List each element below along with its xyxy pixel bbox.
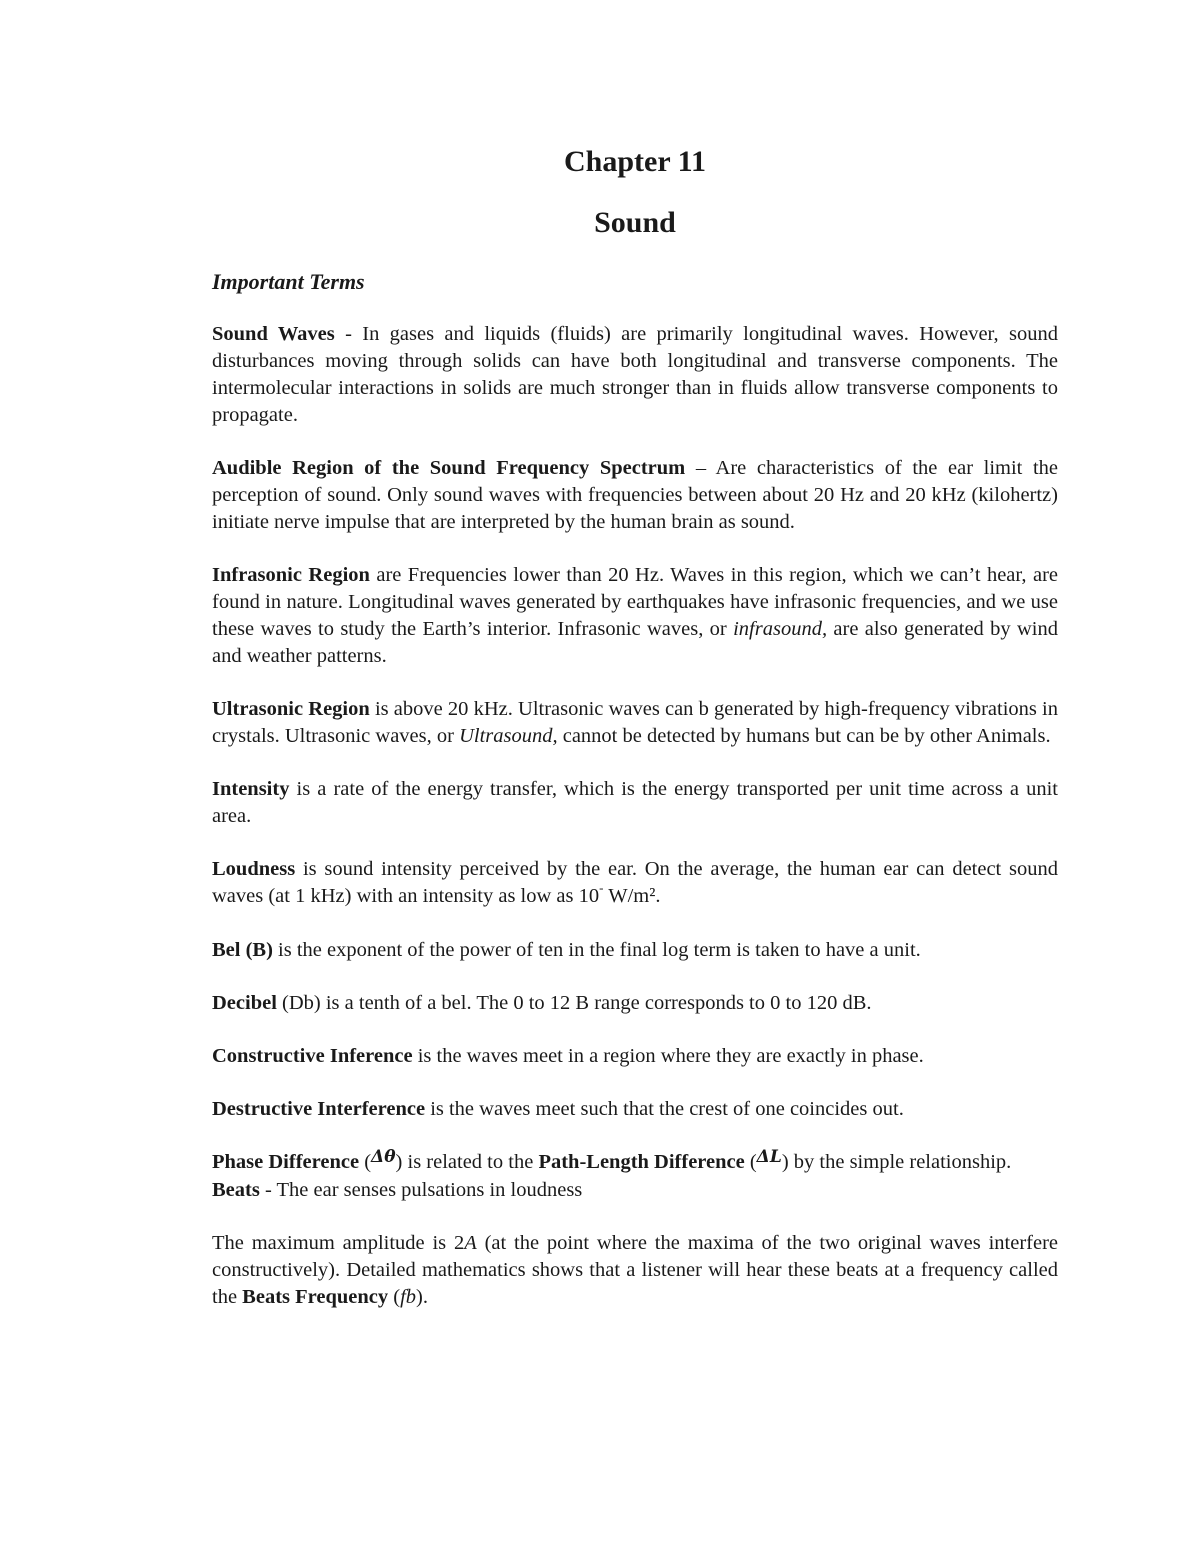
definition-sound-waves: - In gases and liquids (fluids) are primarily longitudinal waves. However, sound disturbances moving through solids can have both longitudinal and transverse components. The intermolecular interactions in solids are much stronger than in fluids allow transverse components to propagate. [212, 323, 1058, 426]
amplitude-text-a: The maximum amplitude is 2 [212, 1232, 465, 1254]
term-sound-waves: Sound Waves [212, 323, 335, 345]
definition-infrasonic-b: are also generated by wind and weather patterns. [212, 618, 1058, 667]
paragraph-destructive [212, 1096, 1058, 1123]
paragraph-constructive [212, 1043, 1058, 1070]
term-loudness: Loudness [212, 858, 296, 880]
term-beats-frequency: Beats Frequency [242, 1286, 389, 1308]
definition-destructive: is the waves meet such that the crest of one coincides out. [425, 1098, 904, 1120]
definition-phase-b: ) by the simple relationship. [781, 1151, 1012, 1173]
term-path-length-difference: Path-Length Difference [538, 1151, 745, 1173]
definition-beats: - The ear senses pulsations in loudness [259, 1179, 583, 1201]
chapter-subtitle: Sound [594, 206, 676, 239]
italic-fb: fb [400, 1286, 417, 1308]
definition-decibel: (Db) is a tenth of a bel. The 0 to 12 B range corresponds to 0 to 120 dB. [276, 992, 872, 1014]
paragraph-audible-region [212, 455, 1058, 536]
term-destructive: Destructive Interference [212, 1098, 426, 1120]
paragraph-intensity [212, 776, 1058, 830]
term-bel: Bel (B) [212, 939, 273, 961]
paragraph-loudness [212, 856, 1058, 911]
symbol-delta-l: ΔL [756, 1147, 782, 1167]
definition-loudness-b: W/m². [603, 885, 661, 907]
paragraph-phase-difference [212, 1149, 1058, 1177]
italic-infrasound: infrasound, [733, 618, 828, 640]
definition-bel: is the exponent of the power of ten in the final log term is taken to have a unit. [272, 939, 921, 961]
italic-amplitude-a: A [464, 1232, 477, 1254]
term-ultrasonic-region: Ultrasonic Region [212, 698, 370, 720]
paragraph-decibel [212, 990, 1058, 1017]
definition-infrasonic-a: are Frequencies lower than 20 Hz. Waves in this region, which we can’t hear, are found in nature. Longitudinal waves generated by earthquakes have infrasonic frequencies, and we use these waves to study the Earth’s interior. Infrasonic waves, or [212, 564, 1058, 640]
definition-intensity: is a rate of the energy transfer, which is the energy transported per unit time across a unit area. [212, 778, 1058, 827]
definition-constructive: is the waves meet in a region where they are exactly in phase. [412, 1045, 924, 1067]
exponent-marker: - [599, 880, 604, 895]
chapter-title: Chapter 11 [564, 145, 706, 178]
term-beats: Beats [212, 1179, 260, 1201]
term-constructive: Constructive Inference [212, 1045, 413, 1067]
document-page [212, 140, 1058, 1311]
definition-phase-a: ) is related to the [395, 1151, 539, 1173]
term-decibel: Decibel [212, 992, 277, 1014]
paragraph-infrasonic-region [212, 562, 1058, 670]
symbol-delta-theta: Δθ [371, 1147, 396, 1167]
definition-loudness-a: is sound intensity perceived by the ear. On the average, the human ear can detect sound waves (at 1 kHz) with an intensity as low as 10 [212, 858, 1058, 907]
phase-open-b: ( [744, 1151, 757, 1173]
amplitude-text-b: (at the point where the maxima of the two original waves interfere constructively). Detailed mathematics shows that a listener will hear these beats at a frequency called the [212, 1232, 1058, 1308]
term-audible-region: Audible Region of the Sound Frequency Spectrum [212, 457, 686, 479]
italic-ultrasound: Ultrasound, [459, 725, 558, 747]
definition-audible-region: – Are characteristics of the ear limit the perception of sound. Only sound waves with frequencies between about 20 Hz and 20 kHz (kilohertz) initiate nerve impulse that are interpreted by the human brain as sound. [212, 457, 1058, 533]
term-phase-difference: Phase Difference [212, 1151, 360, 1173]
term-intensity: Intensity [212, 778, 290, 800]
amplitude-text-d: ). [416, 1286, 428, 1308]
amplitude-text-c: ( [388, 1286, 401, 1308]
phase-open-a: ( [359, 1151, 372, 1173]
paragraph-sound-waves [212, 321, 1058, 429]
paragraph-amplitude [212, 1230, 1058, 1311]
paragraph-bel [212, 937, 1058, 964]
paragraph-ultrasonic-region [212, 696, 1058, 750]
definition-ultrasonic-b: cannot be detected by humans but can be by other Animals. [557, 725, 1051, 747]
section-heading: Important Terms [212, 269, 365, 294]
term-infrasonic-region: Infrasonic Region [212, 564, 370, 586]
definition-ultrasonic-a: is above 20 kHz. Ultrasonic waves can b generated by high-frequency vibrations in crystals. Ultrasonic waves, or [212, 698, 1059, 747]
paragraph-beats [212, 1177, 1058, 1204]
